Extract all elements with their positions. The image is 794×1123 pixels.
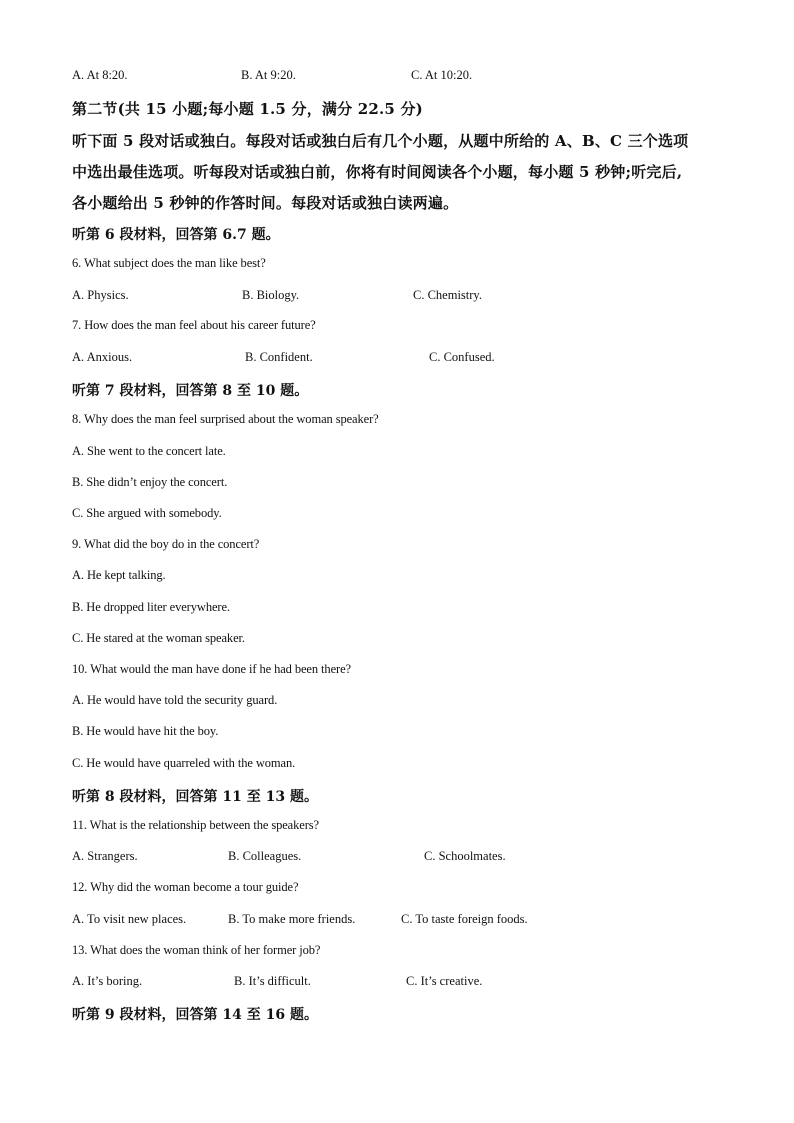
- q9-option-b: B. He dropped liter everywhere.: [72, 600, 230, 614]
- q9-option-c: C. He stared at the woman speaker.: [72, 631, 245, 645]
- q6-option-a: A. Physics.: [72, 288, 129, 302]
- q10-option-c: C. He would have quarreled with the woman.: [72, 756, 296, 770]
- section-instructions-line-3: 各小题给出 5 秒钟的作答时间。每段对话或独白读两遍。: [72, 194, 459, 212]
- q11-option-a: A. Strangers.: [72, 849, 138, 863]
- q7-option-a: A. Anxious.: [72, 350, 133, 364]
- q12-option-c: C. To taste foreign foods.: [401, 912, 528, 926]
- question-8: 8. Why does the man feel surprised about the woman speaker?: [72, 412, 379, 426]
- q5-option-c: C. At 10:20.: [411, 68, 473, 82]
- q10-option-b: B. He would have hit the boy.: [72, 724, 219, 738]
- part-8-header: 听第 8 段材料，回答第 11 至 13 题。: [72, 789, 318, 805]
- q13-option-a: A. It’s boring.: [72, 974, 143, 988]
- part-9-header: 听第 9 段材料，回答第 14 至 16 题。: [72, 1007, 318, 1023]
- question-7: 7. How does the man feel about his career future?: [72, 318, 316, 332]
- q12-option-a: A. To visit new places.: [72, 912, 187, 926]
- q5-option-a: A. At 8:20.: [72, 68, 128, 82]
- q12-option-b: B. To make more friends.: [228, 912, 356, 926]
- part-7-header: 听第 7 段材料，回答第 8 至 10 题。: [72, 383, 309, 399]
- question-12: 12. Why did the woman become a tour guide?: [72, 880, 299, 894]
- q7-option-b: B. Confident.: [245, 350, 313, 364]
- question-13: 13. What does the woman think of her former job?: [72, 943, 321, 957]
- q13-option-c: C. It’s creative.: [406, 974, 483, 988]
- q10-option-a: A. He would have told the security guard.: [72, 693, 278, 707]
- q6-option-c: C. Chemistry.: [413, 288, 482, 302]
- q8-option-b: B. She didn’t enjoy the concert.: [72, 475, 228, 489]
- section-title: 第二节(共 15 小题;每小题 1.5 分，满分 22.5 分): [72, 100, 423, 118]
- question-11: 11. What is the relationship between the speakers?: [72, 818, 320, 832]
- q8-option-a: A. She went to the concert late.: [72, 444, 226, 458]
- q9-option-a: A. He kept talking.: [72, 568, 166, 582]
- q11-option-b: B. Colleagues.: [228, 849, 302, 863]
- q8-option-c: C. She argued with somebody.: [72, 506, 222, 520]
- q6-option-b: B. Biology.: [242, 288, 300, 302]
- q13-option-b: B. It’s difficult.: [234, 974, 311, 988]
- question-10: 10. What would the man have done if he had been there?: [72, 662, 351, 676]
- q7-option-c: C. Confused.: [429, 350, 495, 364]
- q11-option-c: C. Schoolmates.: [424, 849, 506, 863]
- section-instructions-line-2: 中选出最佳选项。听每段对话或独白前，你将有时间阅读各个小题，每小题 5 秒钟;听完后,: [72, 163, 683, 181]
- section-instructions-line-1: 听下面 5 段对话或独白。每段对话或独白后有几个小题，从题中所给的 A、B、C 三个选项: [72, 132, 689, 150]
- question-6: 6. What subject does the man like best?: [72, 256, 266, 270]
- part-6-header: 听第 6 段材料，回答第 6.7 题。: [72, 227, 280, 243]
- q5-option-b: B. At 9:20.: [241, 68, 296, 82]
- question-9: 9. What did the boy do in the concert?: [72, 537, 260, 551]
